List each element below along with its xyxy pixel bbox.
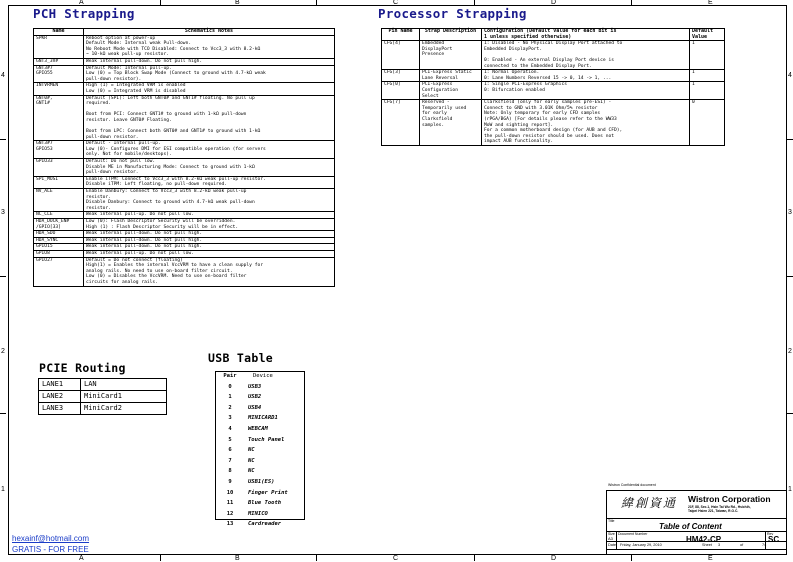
sheet-title: Table of Content <box>659 522 722 531</box>
zone-tick <box>160 555 161 561</box>
zone-label: A <box>79 0 84 6</box>
strap-name: INTVRMEN <box>34 83 84 95</box>
table-row <box>34 58 335 65</box>
zone-tick <box>631 0 632 5</box>
lane-device: MiniCard1 <box>81 391 167 403</box>
default-value: 1 <box>690 41 725 70</box>
usb-device: USB3 <box>248 383 262 390</box>
table-row <box>34 159 335 177</box>
sheet-number: 3 <box>718 543 721 547</box>
usb-pair: 10 <box>226 489 234 496</box>
strap-notes: Weak internal pull-down. Do not pull high. <box>84 237 335 244</box>
table-row <box>39 403 167 415</box>
pch-table-body <box>34 35 335 286</box>
configuration: 1: Disabled - No Physical Display Port attached to Embedded DisplayPort. 0: Enabled - An external Display Port device is connected to the Embedded Display Port. <box>482 41 690 70</box>
processor-strapping-table <box>381 28 725 146</box>
usb-pair: 4 <box>228 425 232 432</box>
lane: LANE2 <box>39 391 81 403</box>
usb-device: USB4 <box>248 404 262 411</box>
contact-email-link[interactable]: hexainf@hotmail.com <box>12 534 90 543</box>
company-address: 21F, 88, Sec.1, Hsin Tai Wu Rd., Hsichih, Taipei Hsien 221, Taiwan, R.O.C. <box>688 505 751 513</box>
zone-label: 2 <box>788 348 792 355</box>
pin-name: CFG[7] <box>382 100 420 146</box>
table-row <box>215 456 305 467</box>
strap-notes: Low (0): Flash Descriptor Security will be overridden. High (1) : Flash Descriptor Security will be in effect. <box>84 219 335 231</box>
usb-pair: 5 <box>228 436 232 443</box>
table-row <box>215 477 305 488</box>
company-chinese-name: 緯創資通 <box>621 496 678 510</box>
table-row <box>215 403 305 414</box>
usb-device: NC <box>248 447 255 454</box>
table-header-row <box>382 29 725 41</box>
zone-label: 3 <box>788 209 792 216</box>
strap-notes: Enable Danbury: Connect to Vcc3_3 with 8.2-kΩ weak pull-up resistor. Disable Danbury: Connect to ground with 4.7-kΩ weak pull-down resistor. <box>84 189 335 212</box>
strap-notes: Enable iTPM: Connect to Vcc3_3 with 8.2-kΩ weak pull-up resistor. Disable iTPM: Left floating, no pull-down required. <box>84 176 335 188</box>
strap-name: NV_ALE <box>34 189 84 212</box>
strap-name: HDA_SYNC <box>34 237 84 244</box>
strap-notes: Default = Do not connect (floating) High(1) = Enables the internal VccVRM to have a clean supply for analog rails. No need to use on-board filter circuit. Low (0) = Disables the VccVRM. Need to use on-board filter circuits for analog rails. <box>84 257 335 286</box>
header-strap-description: Strap Description <box>420 29 482 41</box>
table-row <box>34 244 335 251</box>
table-row <box>34 83 335 95</box>
zone-label: 2 <box>1 348 5 355</box>
divider <box>606 518 787 519</box>
zone-label: E <box>708 0 713 6</box>
pin-name: CFG[0] <box>382 82 420 100</box>
default-value: 1 <box>690 70 725 82</box>
pcie-title: PCIE Routing <box>39 361 126 375</box>
table-row <box>382 100 725 146</box>
zone-label: 1 <box>1 486 5 493</box>
strap-name: SPKR <box>34 35 84 58</box>
table-row <box>382 82 725 100</box>
zone-tick <box>316 555 317 561</box>
strap-notes: Default: Do not pull low. Disable ME in Manufacturing Mode: Connect to ground with 1-kΩ pull-down resistor. <box>84 159 335 177</box>
header-pair: Pair <box>223 373 237 379</box>
usb-device: Blue Tooth <box>248 500 282 507</box>
table-row <box>215 466 305 477</box>
usb-device: Touch Panel <box>248 436 285 443</box>
size-value: A3 <box>608 536 613 541</box>
table-row <box>34 35 335 58</box>
pcie-routing-table <box>38 378 167 415</box>
table-row <box>215 445 305 456</box>
usb-pair: 2 <box>228 404 232 411</box>
strap-name: HDA_SDO <box>34 231 84 238</box>
usb-device: MINICO <box>248 510 268 517</box>
strap-name: GNT3#7 GPIO55 <box>34 65 84 83</box>
zone-tick <box>474 555 475 561</box>
lane: LANE1 <box>39 379 81 391</box>
table-row <box>34 65 335 83</box>
zone-label: B <box>235 555 240 562</box>
table-row <box>215 519 305 530</box>
table-row <box>215 498 305 509</box>
zone-label: B <box>235 0 240 6</box>
usb-pair: 6 <box>228 447 232 454</box>
zone-tick <box>0 413 6 414</box>
zone-label: D <box>551 555 557 562</box>
zone-label: 4 <box>788 72 792 79</box>
table-row <box>39 379 167 391</box>
usb-pair: 3 <box>228 415 232 422</box>
table-row <box>215 509 305 520</box>
divider <box>606 549 787 550</box>
strap-name: GNT3#7 GPIO53 <box>34 141 84 159</box>
usb-device: MINICARD1 <box>248 415 278 422</box>
table-row <box>215 392 305 403</box>
table-row <box>34 95 335 141</box>
table-row <box>215 435 305 446</box>
date-value: Friday, January 29, 2010 <box>620 543 662 547</box>
zone-label: C <box>393 0 399 6</box>
zone-tick <box>160 0 161 5</box>
default-value: 1 <box>690 82 725 100</box>
strap-name: NC_CLE <box>34 212 84 219</box>
configuration: 1: Single PCI-Express Graphics 0: Bifurcation enabled <box>482 82 690 100</box>
usb-pair: 12 <box>226 510 234 517</box>
header-name: Name <box>34 29 84 36</box>
strap-notes: High (1) = Integrated VRM is enabled Low (0) = Integrated VRM is disabled <box>84 83 335 95</box>
strap-notes: Weak internal pull-up. Do not pull low. <box>84 212 335 219</box>
usb-device: Cardreader <box>248 521 282 528</box>
strap-notes: Weak internal pull-down. Do not pull high. <box>84 58 335 65</box>
table-row <box>39 391 167 403</box>
strap-name: HDA_DOCK_EN# /GPIO[33] <box>34 219 84 231</box>
table-row <box>34 176 335 188</box>
usb-device: NC <box>248 468 255 475</box>
usb-pair: 1 <box>228 394 232 401</box>
table-row <box>34 250 335 257</box>
zone-label: 3 <box>1 209 5 216</box>
pch-strapping-table <box>33 28 335 287</box>
usb-pair: 11 <box>226 500 234 507</box>
table-row <box>382 41 725 70</box>
header-configuration: Configuration (Default value for each bit is 1 unless specified otherwise) <box>482 29 690 41</box>
zone-tick <box>474 0 475 5</box>
strap-description: Embedded DisplayPort Presence <box>420 41 482 70</box>
table-row <box>34 189 335 212</box>
zone-tick <box>631 555 632 561</box>
processor-table-body <box>382 41 725 146</box>
usb-pair: 13 <box>226 521 234 528</box>
strap-notes: Default Mode: Internal pull-up. Low (0) = Top Block Swap Mode (Connect to ground with 4.7-kΩ weak pull-down resistor). <box>84 65 335 83</box>
label-size: Size <box>608 532 615 536</box>
usb-device: USB2 <box>248 394 262 401</box>
document-number: HM42-CP <box>686 535 722 544</box>
sheet-total: 74 <box>762 543 767 547</box>
usb-device: Finger Print <box>248 489 288 496</box>
table-row <box>215 382 305 393</box>
header-notes: Schematics Notes <box>84 29 335 36</box>
strap-name: GNT0#, GNT1# <box>34 95 84 141</box>
configuration: Clarksfield (only for early samples pre-ES1) - Connect to GND with 3.01K Ohm/5% resistor Note: Only temporary for early CFD samples (rPGA/BGA) [For details please refer to the WW33 MoW and sighting report]. For a common motherboard design (for AUB and CFD), the pull-down resistor should be used. Does not impact AUB functionality. <box>482 100 690 146</box>
zone-label: C <box>393 555 399 562</box>
table-header-row <box>215 371 305 382</box>
table-header-row <box>34 29 335 36</box>
table-row <box>215 488 305 499</box>
usb-device: USB1(ES) <box>248 478 275 485</box>
company-name: Wistron Corporation <box>688 494 771 504</box>
zone-tick <box>787 139 793 140</box>
table-row <box>382 70 725 82</box>
table-row <box>34 141 335 159</box>
zone-label: A <box>79 555 84 562</box>
free-notice: GRATIS - FOR FREE <box>12 545 89 554</box>
header-device: Device <box>253 373 273 379</box>
strap-name: GPIO27 <box>34 257 84 286</box>
usb-title: USB Table <box>208 351 274 365</box>
table-row <box>215 424 305 435</box>
header-pin-name: Pin Name <box>382 29 420 41</box>
strap-description: PCI-Express Configuration Select <box>420 82 482 100</box>
usb-pair: 8 <box>228 468 232 475</box>
default-value: 0 <box>690 100 725 146</box>
configuration: 1: Normal Operation. 0: Lane Numbers Reversed 15 -> 0, 14 -> 1, ... <box>482 70 690 82</box>
strap-notes: Weak internal pull-down. Do not pull high. <box>84 244 335 251</box>
label-sheet: Sheet <box>702 543 712 547</box>
strap-notes: Reboot option at power-up Default Mode: Internal weak Pull-down. No Reboot Mode with TCO Disabled: Connect to Vcc3_3 with 8.2-kΩ ~ 10-kΩ weak pull-up resistor. <box>84 35 335 58</box>
strap-name: SPI_MOSI <box>34 176 84 188</box>
lane: LANE3 <box>39 403 81 415</box>
zone-tick <box>787 276 793 277</box>
strap-name: GNT3_3V# <box>34 58 84 65</box>
processor-title: Processor Strapping <box>378 6 527 21</box>
strap-notes: Weak internal pull-down. Do not pull high. <box>84 231 335 238</box>
lane-device: LAN <box>81 379 167 391</box>
table-row <box>34 212 335 219</box>
confidential-note: Wistron Confidential document <box>608 483 656 487</box>
label-document-number: Document Number <box>618 532 648 536</box>
label-date: Date: <box>608 543 618 547</box>
zone-label: D <box>551 0 557 6</box>
usb-table <box>215 371 305 530</box>
strap-notes: Default (SPI): Left both GNT0# and GNT1# floating. No pull up required. Boot from PCI: Connect GNT1# to ground with 1-kΩ pull-down resistor. Leave GNT0# Floating. Boot from LPC: Connect both GNT0# and GNT1# to ground with 1-kΩ pull-down resistor. <box>84 95 335 141</box>
usb-pair: 9 <box>228 478 232 485</box>
zone-tick <box>316 0 317 5</box>
usb-device: WEBCAM <box>248 425 268 432</box>
zone-label: 4 <box>1 72 5 79</box>
zone-tick <box>0 139 6 140</box>
zone-label: E <box>708 555 713 562</box>
zone-label: 1 <box>788 486 792 493</box>
strap-name: GPIO33 <box>34 159 84 177</box>
strap-description: PCI-Express Static Lane Reversal <box>420 70 482 82</box>
table-row <box>215 413 305 424</box>
strap-name: GPIO15 <box>34 244 84 251</box>
strap-notes: Default - Internal pull-up. Low (0)- Configures DMI for ESI compatible operation (for servers only. Not for mobile/desktops). <box>84 141 335 159</box>
strap-name: GPIO8 <box>34 250 84 257</box>
usb-pair: 7 <box>228 457 232 464</box>
strap-notes: Weak internal pull-up. Do not pull low. <box>84 250 335 257</box>
pin-name: CFG[4] <box>382 41 420 70</box>
sheet-of: of <box>740 543 744 547</box>
zone-tick <box>0 276 6 277</box>
pin-name: CFG[3] <box>382 70 420 82</box>
table-row <box>34 219 335 231</box>
table-row <box>34 231 335 238</box>
zone-tick <box>787 413 793 414</box>
label-title: Title <box>608 519 615 523</box>
usb-device: NC <box>248 457 255 464</box>
usb-pair: 0 <box>228 383 232 390</box>
table-row <box>34 257 335 286</box>
lane-device: MiniCard2 <box>81 403 167 415</box>
strap-description: Reserved - Temporarily used for early Clarksfield samples. <box>420 100 482 146</box>
revision: SC <box>768 535 780 544</box>
pch-title: PCH Strapping <box>33 6 135 21</box>
header-default-value: Default Value <box>690 29 725 41</box>
table-row <box>34 237 335 244</box>
label-rev: Rev <box>767 532 774 536</box>
